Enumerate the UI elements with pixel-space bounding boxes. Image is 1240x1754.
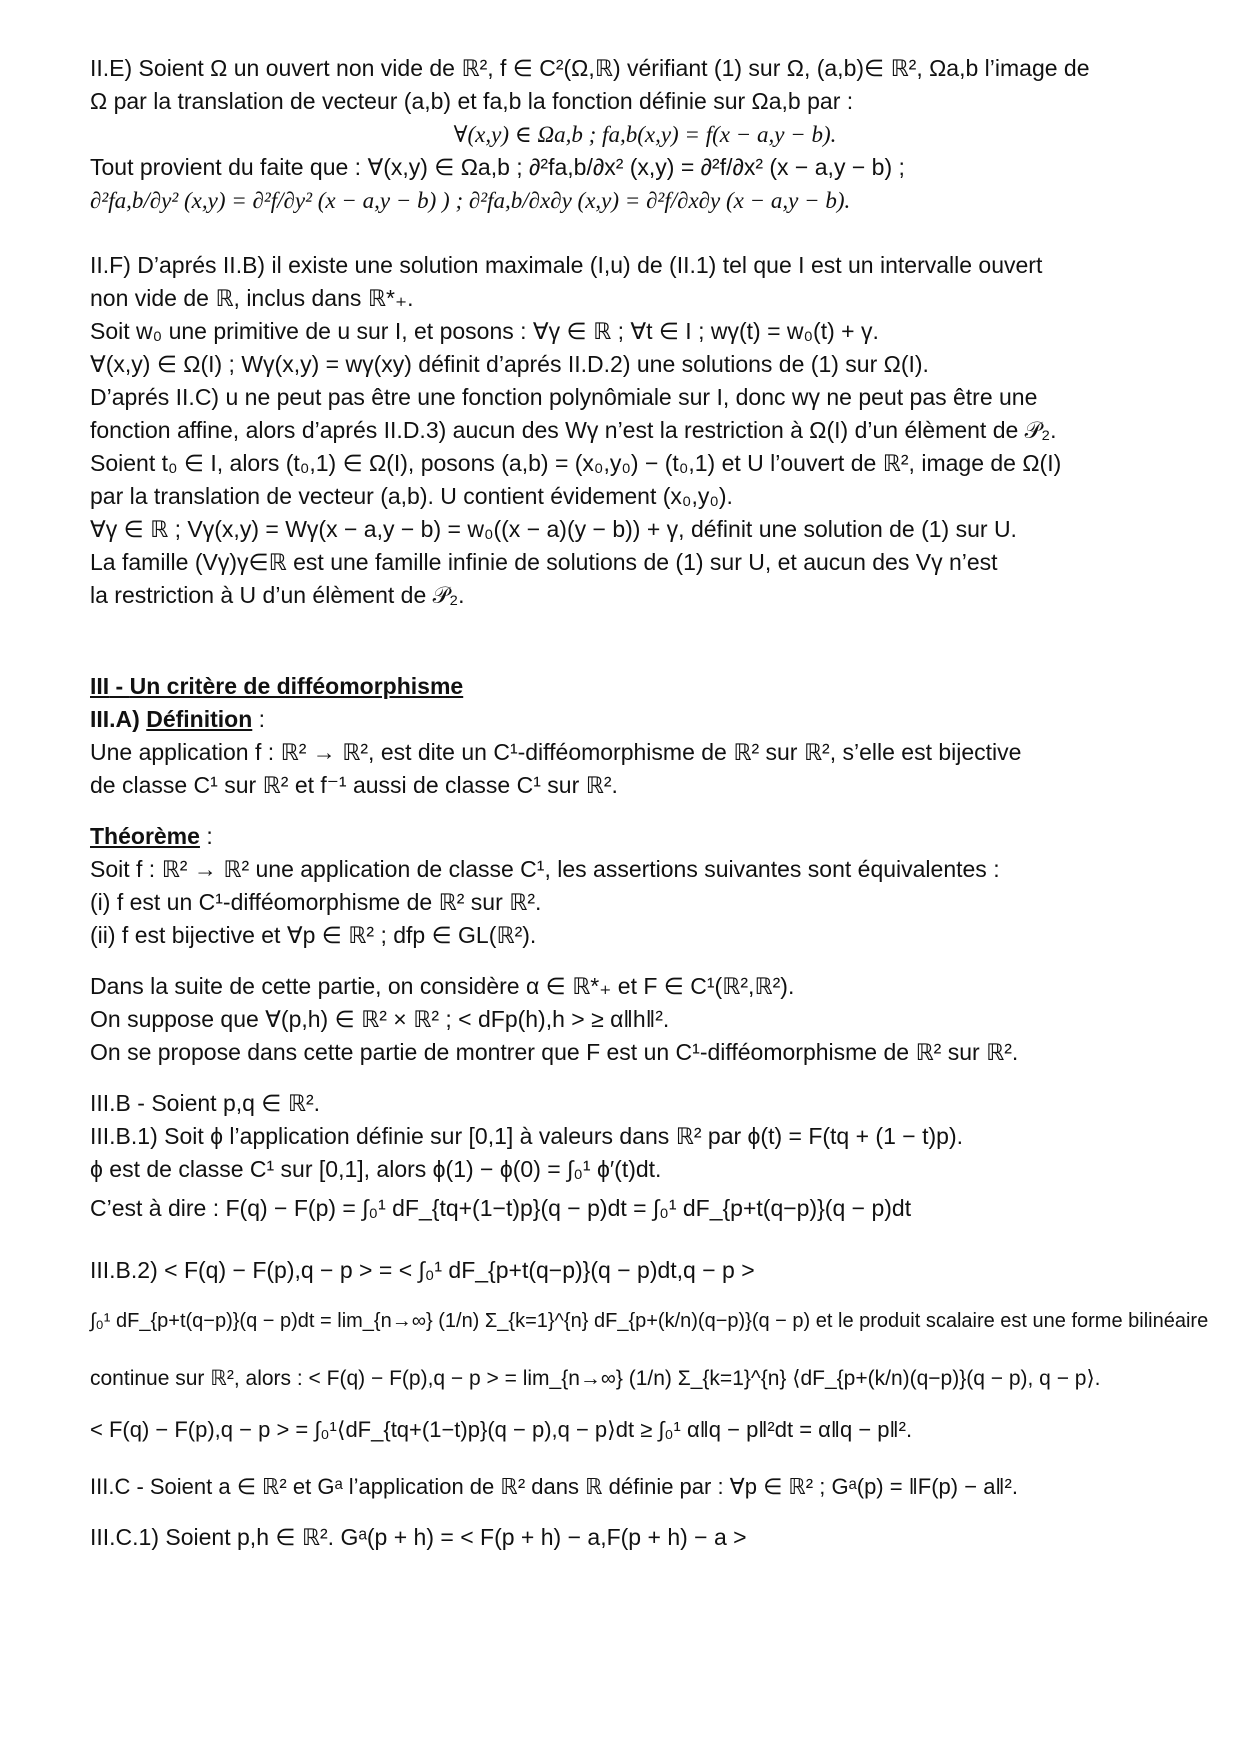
paragraph-line: On suppose que ∀(p,h) ∈ ℝ² × ℝ² ; < dFp(h),h > ≥ α‖h‖². [90, 1006, 670, 1032]
paragraph-line: non vide de ℝ, inclus dans ℝ*₊. [90, 285, 414, 311]
section-number: III [90, 673, 110, 699]
paragraph-line: II.F) D’aprés II.B) il existe une solution maximale (I,u) de (II.1) tel que I est un intervalle ouvert [90, 252, 1043, 278]
paragraph-line: Tout provient du faite que : ∀(x,y) ∈ Ωa,b ; ∂²fa,b/∂x² (x,y) = ∂²f/∂x² (x − a,y − b) ; [90, 154, 905, 180]
paragraph-line: fonction affine, alors d’aprés II.D.3) aucun des Wγ n’est la restriction à Ω(I) d’un élèment de 𝒫₂. [90, 417, 1057, 443]
paragraph-line: III.B - Soient p,q ∈ ℝ². [90, 1090, 320, 1116]
paragraph-line: II.E) Soient Ω un ouvert non vide de ℝ², f ∈ C²(Ω,ℝ) vérifiant (1) sur Ω, (a,b)∈ ℝ², Ωa,b l’image de [90, 55, 1090, 81]
paragraph-line: la restriction à U d’un élèment de 𝒫₂. [90, 582, 465, 608]
paragraph-line: (i) f est un C¹-difféomorphisme de ℝ² sur ℝ². [90, 889, 542, 915]
paragraph-line: Soit w₀ une primitive de u sur I, et posons : ∀γ ∈ ℝ ; ∀t ∈ I ; wγ(t) = w₀(t) + γ. [90, 318, 879, 344]
formula-line: continue sur ℝ², alors : < F(q) − F(p),q − p > = lim_{n→∞} (1/n) Σ_{k=1}^{n} ⟨dF_{p+(k/n)(q−p)}(q − p), q − p⟩. [90, 1367, 1101, 1390]
paragraph-line: de classe C¹ sur ℝ² et f⁻¹ aussi de classe C¹ sur ℝ². [90, 772, 618, 798]
paragraph-line: D’aprés II.C) u ne peut pas être une fonction polynômiale sur I, donc wγ ne peut pas être une [90, 384, 1038, 410]
paragraph-line: On se propose dans cette partie de montrer que F est un C¹-difféomorphisme de ℝ² sur ℝ². [90, 1039, 1019, 1065]
subsection-label: III.A) [90, 706, 140, 732]
formula-line: ∫₀¹ dF_{p+t(q−p)}(q − p)dt = lim_{n→∞} (1/n) Σ_{k=1}^{n} dF_{p+(k/n)(q−p)}(q − p) et le produit scalaire est une forme bilinéaire [90, 1310, 1209, 1332]
paragraph-line: III.B.1) Soit ϕ l’application définie sur [0,1] à valeurs dans ℝ² par ϕ(t) = F(tq + (1 − t)p). [90, 1123, 963, 1149]
paragraph-line: Une application f : ℝ² → ℝ², est dite un C¹-difféomorphisme de ℝ² sur ℝ², s’elle est bijective [90, 739, 1022, 765]
formula-line: < F(q) − F(p),q − p > = ∫₀¹⟨dF_{tq+(1−t)p}(q − p),q − p⟩dt ≥ ∫₀¹ α‖q − p‖²dt = α‖q − p‖². [90, 1417, 913, 1442]
paragraph-line: Soit f : ℝ² → ℝ² une application de classe C¹, les assertions suivantes sont équivalentes : [90, 856, 1000, 882]
formula-line: III.B.2) < F(q) − F(p),q − p > = < ∫₀¹ dF_{p+t(q−p)}(q − p)dt,q − p > [90, 1257, 755, 1283]
formula-line: ∂²fa,b/∂y² (x,y) = ∂²f/∂y² (x − a,y − b) ) ; ∂²fa,b/∂x∂y (x,y) = ∂²f/∂x∂y (x − a,y − b). [90, 188, 851, 213]
paragraph-line: III.C - Soient a ∈ ℝ² et Gᵃ l’application de ℝ² dans ℝ définie par : ∀p ∈ ℝ² ; Gᵃ(p) = ‖F(p) − a‖². [90, 1474, 1018, 1499]
formula-line: ∀(x,y) ∈ Ωa,b ; fa,b(x,y) = f(x − a,y − b). [453, 122, 837, 147]
paragraph-line: (ii) f est bijective et ∀p ∈ ℝ² ; dfp ∈ GL(ℝ²). [90, 922, 537, 948]
paragraph-line: III.C.1) Soient p,h ∈ ℝ². Gᵃ(p + h) = < F(p + h) − a,F(p + h) − a > [90, 1524, 747, 1550]
paragraph-line: Ω par la translation de vecteur (a,b) et fa,b la fonction définie sur Ωa,b par : [90, 88, 854, 114]
theorem-heading-line: Théorème : [90, 823, 213, 849]
paragraph-line: par la translation de vecteur (a,b). U contient évidement (x₀,y₀). [90, 483, 733, 509]
paragraph-line: La famille (Vγ)γ∈ℝ est une famille infinie de solutions de (1) sur U, et aucun des Vγ n’est [90, 549, 998, 575]
theorem-heading: Théorème [90, 823, 200, 849]
paragraph-line: ϕ est de classe C¹ sur [0,1], alors ϕ(1) − ϕ(0) = ∫₀¹ ϕ′(t)dt. [90, 1156, 662, 1182]
paragraph-line: ∀γ ∈ ℝ ; Vγ(x,y) = Wγ(x − a,y − b) = w₀((x − a)(y − b)) + γ, définit une solution de (1) sur U. [90, 516, 1017, 542]
section-title: III - Un critère de difféomorphisme [90, 673, 464, 699]
subsection-heading: III.A) Définition : [90, 706, 266, 732]
document-page [90, 52, 1209, 1554]
section-title-text: Un critère de difféomorphisme [129, 673, 464, 699]
paragraph-line: ∀(x,y) ∈ Ω(I) ; Wγ(x,y) = wγ(xy) définit d’aprés II.D.2) une solutions de (1) sur Ω(I). [90, 351, 929, 377]
definition-heading: Définition [146, 706, 253, 732]
paragraph-line: Soient t₀ ∈ I, alors (t₀,1) ∈ Ω(I), posons (a,b) = (x₀,y₀) − (t₀,1) et U l’ouvert de ℝ², image de Ω(I) [90, 450, 1062, 476]
paragraph-line: Dans la suite de cette partie, on considère α ∈ ℝ*₊ et F ∈ C¹(ℝ²,ℝ²). [90, 973, 795, 999]
formula-line: C’est à dire : F(q) − F(p) = ∫₀¹ dF_{tq+(1−t)p}(q − p)dt = ∫₀¹ dF_{p+t(q−p)}(q − p)dt [90, 1195, 912, 1221]
